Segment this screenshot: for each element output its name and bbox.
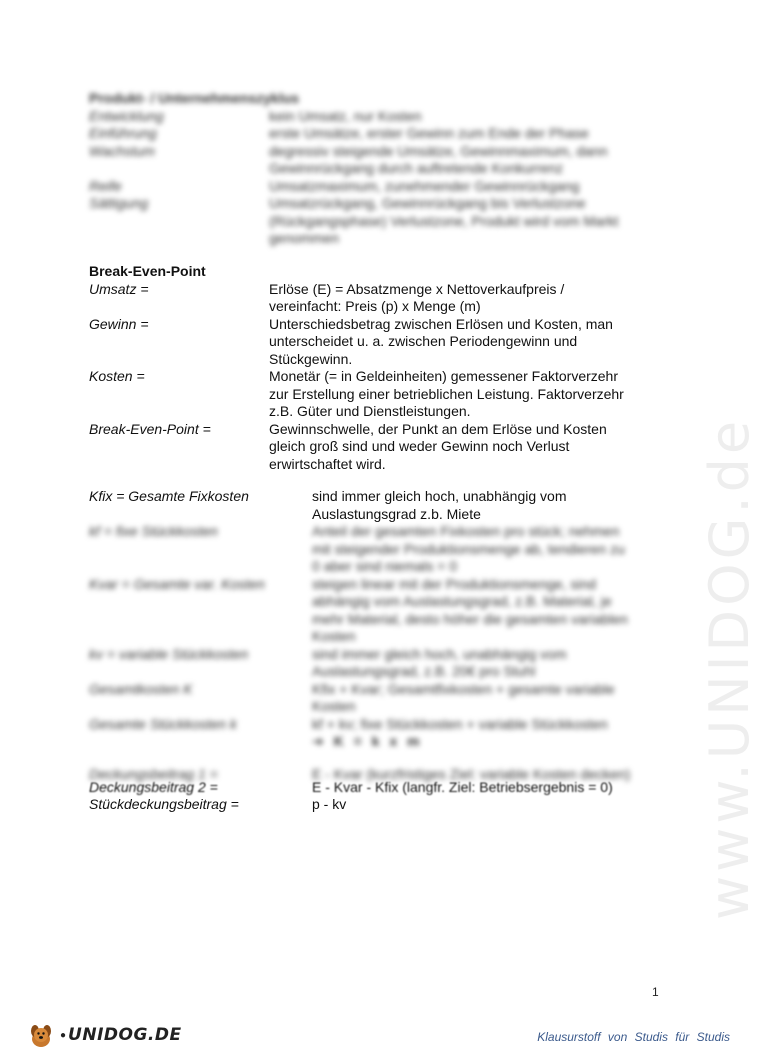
definition-line: Anteil der gesamten Fixkosten pro stück; nehmen bbox=[312, 523, 620, 539]
definition-text: p - kv bbox=[312, 796, 347, 812]
definition-line: Kosten bbox=[312, 628, 356, 644]
definition-line: degressiv steigende Umsätze, Gewinnmaximum, dann bbox=[269, 142, 608, 159]
watermark: www.UNIDOG.de bbox=[698, 416, 761, 920]
definition-line: zur Erstellung einer betrieblichen Leistung. Faktorverzehr bbox=[269, 385, 624, 402]
definition-text bbox=[269, 281, 649, 316]
definition-row bbox=[89, 576, 669, 646]
definition-line: abhängig vom Auslastungsgrad, z.B. Material, je bbox=[312, 593, 612, 609]
definition-term: Gesamte Stückkosten k bbox=[89, 715, 237, 732]
definition-row bbox=[89, 316, 669, 369]
definition-text bbox=[269, 421, 649, 474]
paw-icon: ● bbox=[60, 1029, 67, 1041]
definition-text bbox=[312, 576, 662, 646]
definition-text bbox=[269, 108, 659, 126]
definition-line: kf + kv; fixe Stückkosten + variable Stückkosten bbox=[312, 715, 608, 732]
logo-text: UNIDOG.DE bbox=[68, 1025, 182, 1045]
definition-line: Umsatzmaximum, zunehmender Gewinnrückgang bbox=[269, 177, 580, 194]
definition-text bbox=[312, 716, 662, 734]
definition-term: kv = variable Stückkosten bbox=[89, 645, 249, 662]
definition-list bbox=[89, 281, 669, 474]
definition-term: Wachstum bbox=[89, 142, 155, 159]
unidog-logo bbox=[26, 1020, 182, 1050]
definition-term: Sättigung bbox=[89, 195, 149, 211]
definition-line: mit steigender Produktionsmenge ab, tendieren zu bbox=[312, 540, 625, 557]
blurred-definition-list bbox=[89, 523, 669, 733]
definition-row bbox=[89, 488, 669, 523]
definition-row bbox=[89, 796, 669, 814]
definition-line: Gewinnrückgang durch auftretende Konkurrenz bbox=[269, 160, 564, 176]
definition-term: Gewinn = bbox=[89, 315, 149, 332]
definition-text bbox=[269, 368, 649, 421]
section-heading: Produkt- / Unternehmenszyklus bbox=[89, 90, 300, 106]
definition-text bbox=[312, 488, 662, 523]
definition-text: E - Kvar (kurzfristiges Ziel: variable Kosten decken) bbox=[312, 766, 631, 782]
definition-text bbox=[269, 316, 649, 369]
definition-line: mehr Material, desto höher die gesamten variablen bbox=[312, 610, 628, 627]
definition-line: unterscheidet u. a. zwischen Periodengewinn und bbox=[269, 333, 578, 349]
definition-text: E - Kvar - Kfix (langfr. Ziel: Betriebsergebnis = 0) bbox=[312, 778, 613, 795]
definition-line: Stückgewinn. bbox=[269, 350, 353, 367]
page-number: 1 bbox=[652, 985, 659, 999]
definition-line: Auslastungsgrad z.b. Miete bbox=[312, 505, 481, 522]
definition-line: steigen linear mit der Produktionsmenge, sind bbox=[312, 575, 597, 592]
definition-term: Einführung bbox=[89, 125, 157, 141]
definition-line: Kfix + Kvar; Gesamtfixkosten + gesamte variable bbox=[312, 680, 615, 697]
definition-row bbox=[89, 523, 669, 576]
definition-term: Kosten = bbox=[89, 368, 145, 384]
definition-list bbox=[89, 108, 669, 248]
definition-row bbox=[89, 143, 669, 178]
definition-line: sind immer gleich hoch, unabhängig vom bbox=[312, 645, 567, 662]
definition-line: erste Umsätze, erster Gewinn zum Ende der Phase bbox=[269, 125, 589, 141]
definition-line: Monetär (= in Geldeinheiten) gemessener Faktorverzehr bbox=[269, 368, 619, 384]
definition-line: Auslastungsgrad, z.B. 20€ pro Stuhl bbox=[312, 663, 536, 679]
definition-line: Kosten bbox=[312, 698, 356, 714]
definition-line: erwirtschaftet wird. bbox=[269, 455, 386, 472]
definition-term: Deckungsbeitrag 1 = bbox=[89, 766, 218, 782]
formula-row bbox=[89, 733, 669, 751]
definition-text bbox=[269, 143, 659, 178]
footer-slogan: Klausurstoff von Studis für Studis bbox=[537, 1030, 730, 1044]
definition-line: kein Umsatz, nur Kosten bbox=[269, 107, 422, 124]
definition-term: Kfix = Gesamte Fixkosten bbox=[89, 488, 249, 504]
definition-line: Unterschiedsbetrag zwischen Erlösen und Kosten, man bbox=[269, 315, 613, 332]
definition-term: Break-Even-Point = bbox=[89, 420, 211, 437]
definition-row bbox=[89, 178, 669, 196]
definition-term: Stückdeckungsbeitrag = bbox=[89, 796, 239, 812]
definition-text bbox=[269, 178, 659, 196]
definition-line: vereinfacht: Preis (p) x Menge (m) bbox=[269, 298, 481, 314]
definition-term: kf = fixe Stückkosten bbox=[89, 523, 218, 539]
definition-text bbox=[312, 523, 662, 576]
definition-row bbox=[89, 368, 669, 421]
definition-term: Entwicklung bbox=[89, 107, 164, 124]
section-heading: Break-Even-Point bbox=[89, 263, 206, 279]
definition-line: Umsatzrückgang, Gewinnrückgang bis Verlustzone bbox=[269, 195, 586, 211]
definition-row bbox=[89, 281, 669, 316]
definition-line: 0 aber sind niemals = 0 bbox=[312, 558, 458, 574]
costs-section bbox=[89, 488, 669, 751]
definition-line: sind immer gleich hoch, unabhängig vom bbox=[312, 488, 567, 504]
definition-row bbox=[89, 681, 669, 716]
definition-row bbox=[89, 421, 669, 474]
definition-text bbox=[312, 681, 662, 716]
definition-term: Gesamtkosten K bbox=[89, 680, 193, 697]
formula-text: ➔ K = k x m bbox=[312, 733, 423, 749]
definition-term: Deckungsbeitrag 2 = bbox=[89, 778, 218, 795]
definition-text bbox=[269, 125, 659, 143]
definition-line: Erlöse (E) = Absatzmenge x Nettoverkaufpreis / bbox=[269, 280, 565, 297]
definition-line: gleich groß sind und weder Gewinn noch Verlust bbox=[269, 438, 570, 454]
contribution-margin-section bbox=[89, 766, 669, 814]
definition-row bbox=[89, 195, 669, 248]
definition-term: Umsatz = bbox=[89, 280, 149, 297]
definition-row bbox=[89, 646, 669, 681]
definition-term: Reife bbox=[89, 177, 122, 194]
definition-text bbox=[269, 195, 659, 248]
definition-line: (Rückgangsphase) Verlustzone, Produkt wird vom Markt bbox=[269, 212, 619, 229]
definition-line: genommen bbox=[269, 230, 340, 246]
break-even-section bbox=[89, 263, 669, 473]
definition-line: z.B. Güter und Dienstleistungen. bbox=[269, 403, 471, 419]
definition-term: Kvar = Gesamte var. Kosten bbox=[89, 575, 265, 592]
definition-row bbox=[89, 716, 669, 734]
definition-row bbox=[89, 125, 669, 143]
definition-text bbox=[312, 646, 662, 681]
definition-line: Gewinnschwelle, der Punkt an dem Erlöse und Kosten bbox=[269, 420, 607, 437]
definition-row bbox=[89, 108, 669, 126]
product-cycle-section bbox=[89, 90, 669, 248]
definition-row bbox=[89, 779, 669, 797]
dog-icon bbox=[26, 1020, 56, 1050]
